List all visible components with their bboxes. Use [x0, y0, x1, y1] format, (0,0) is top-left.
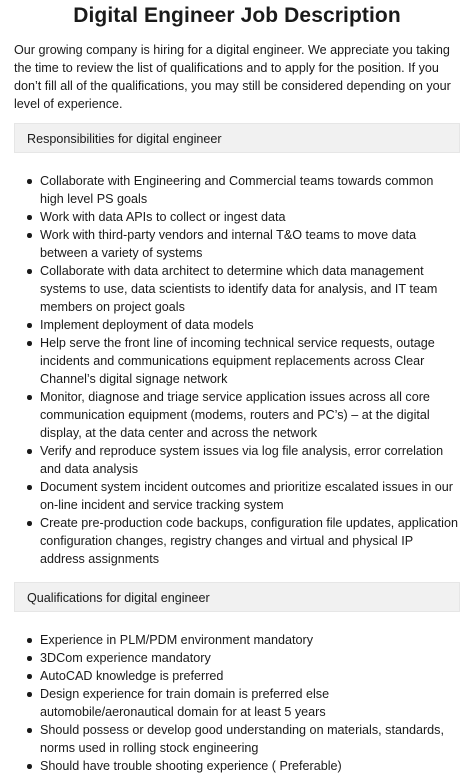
list-item: 3DCom experience mandatory	[24, 649, 460, 667]
list-item: Work with third-party vendors and internal T&O teams to move data between a variety of systems	[24, 226, 460, 262]
list-item: Collaborate with data architect to determine which data management systems to use, data scientists to identify data for analysis, and IT team members on project goals	[24, 262, 460, 316]
list-item: Collaborate with Engineering and Commercial teams towards common high level PS goals	[24, 172, 460, 208]
list-item: Experience in PLM/PDM environment mandatory	[24, 631, 460, 649]
list-item: Work with data APIs to collect or ingest data	[24, 208, 460, 226]
list-item: Help serve the front line of incoming technical service requests, outage incidents and communications equipment replacements across Clear Channel’s digital signage network	[24, 334, 460, 388]
list-item: AutoCAD knowledge is preferred	[24, 667, 460, 685]
list-item: Document system incident outcomes and prioritize escalated issues in our on-line incident and service tracking system	[24, 478, 460, 514]
intro-paragraph: Our growing company is hiring for a digital engineer. We appreciate you taking the time to review the list of qualifications and to apply for the position. If you don’t fill all of the qualifications, you may still be considered depending on your level of experience.	[14, 43, 451, 111]
responsibilities-heading: Responsibilities for digital engineer	[14, 123, 460, 153]
list-item: Verify and reproduce system issues via log file analysis, error correlation and data analysis	[24, 442, 460, 478]
list-item: Implement deployment of data models	[24, 316, 460, 334]
list-item: Should have trouble shooting experience ( Preferable)	[24, 757, 460, 775]
page-title: Digital Engineer Job Description	[73, 4, 401, 27]
list-item: Should possess or develop good understanding on materials, standards, norms used in rolling stock engineering	[24, 721, 460, 757]
list-item: Design experience for train domain is preferred else automobile/aeronautical domain for at least 5 years	[24, 685, 460, 721]
qualifications-heading: Qualifications for digital engineer	[14, 582, 460, 612]
list-item: Monitor, diagnose and triage service application issues across all core communication equipment (modems, routers and PC’s) – at the digital display, at the data center and across the network	[24, 388, 460, 442]
responsibilities-list	[14, 172, 460, 568]
qualifications-list	[14, 631, 460, 775]
list-item: Create pre-production code backups, configuration file updates, application configuration changes, registry changes and virtual and physical IP address assignments	[24, 514, 460, 568]
